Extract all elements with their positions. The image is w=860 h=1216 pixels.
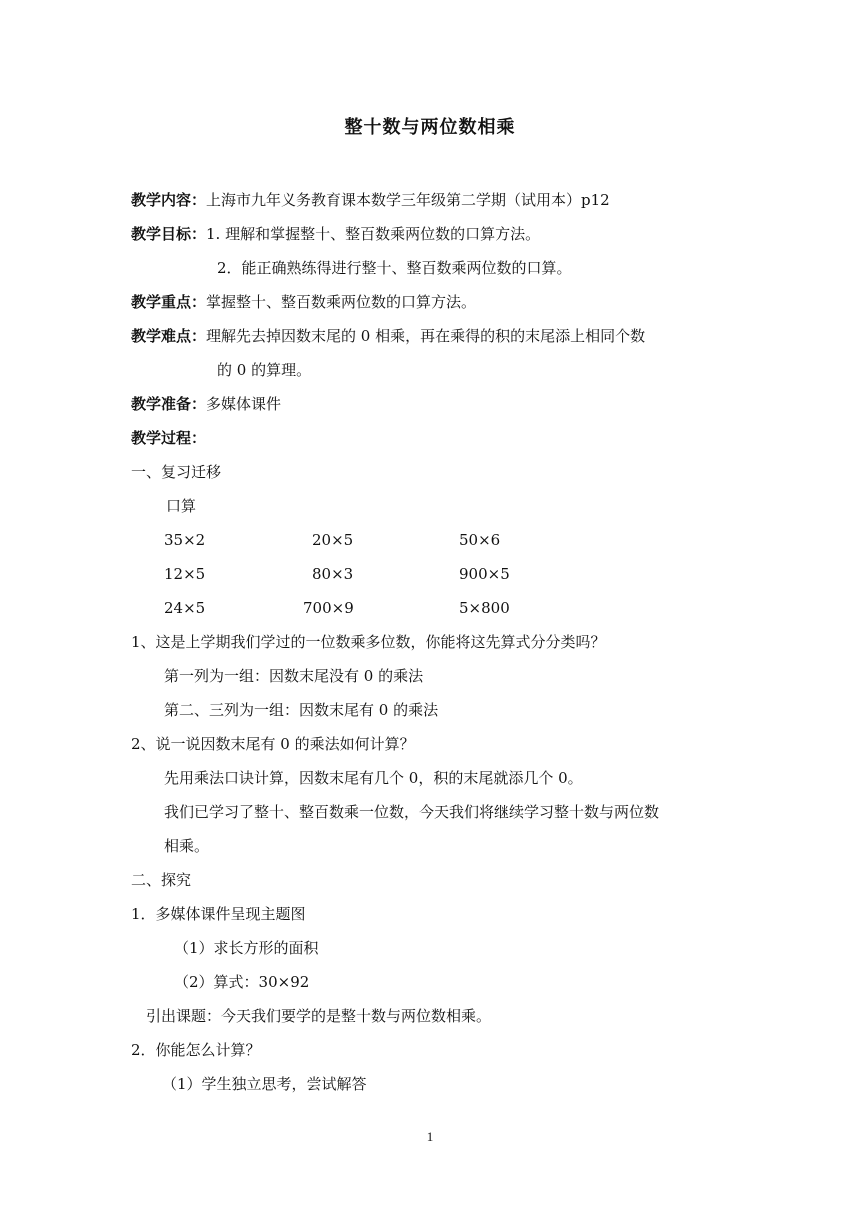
document-title: 整十数与两位数相乘 bbox=[344, 117, 516, 138]
difficulties-text-continued: 的 0 的算理。 bbox=[217, 361, 312, 379]
preparation-label: 教学准备： bbox=[131, 395, 207, 413]
difficulties-label: 教学难点： bbox=[131, 327, 207, 345]
content-line bbox=[131, 189, 610, 211]
key-points-text: 掌握整十、整百数乘两位数的口算方法。 bbox=[206, 293, 477, 311]
page-number: 1 bbox=[426, 1129, 434, 1144]
answer-line: 第二、三列为一组：因数末尾有 0 的乘法 bbox=[164, 701, 439, 719]
oral-calc-heading: 口算 bbox=[166, 497, 197, 515]
section1-heading: 一、复习迁移 bbox=[131, 463, 222, 481]
preparation-line bbox=[131, 393, 281, 415]
content-text: 上海市九年义务教育课本数学三年级第二学期（试用本）p12 bbox=[206, 191, 610, 209]
calc-cell: 900×5 bbox=[459, 565, 510, 583]
answer-line: 第一列为一组：因数末尾没有 0 的乘法 bbox=[164, 667, 424, 685]
goals-label: 教学目标： bbox=[131, 225, 207, 243]
answer-line: 相乘。 bbox=[164, 837, 210, 855]
goals-line bbox=[131, 223, 540, 245]
preparation-text: 多媒体课件 bbox=[206, 395, 282, 413]
explore-item: 2．你能怎么计算？ bbox=[131, 1041, 261, 1059]
calc-cell: 24×5 bbox=[164, 599, 206, 617]
calc-cell: 5×800 bbox=[459, 599, 510, 617]
content-label: 教学内容： bbox=[131, 191, 207, 209]
explore-subitem: （2）算式：30×92 bbox=[174, 973, 310, 991]
calc-cell: 20×5 bbox=[312, 531, 354, 549]
difficulties-line bbox=[131, 325, 645, 347]
goal-item: 2．能正确熟练得进行整十、整百数乘两位数的口算。 bbox=[217, 259, 572, 277]
answer-line: 我们已学习了整十、整百数乘一位数，今天我们将继续学习整十数与两位数 bbox=[164, 803, 660, 821]
answer-line: 先用乘法口诀计算，因数末尾有几个 0，积的末尾就添几个 0。 bbox=[164, 769, 583, 787]
explore-subitem: （1）求长方形的面积 bbox=[174, 939, 319, 957]
difficulties-text: 理解先去掉因数末尾的 0 相乘，再在乘得的积的末尾添上相同个数 bbox=[206, 327, 646, 345]
process-label: 教学过程： bbox=[131, 429, 207, 447]
calc-cell: 35×2 bbox=[164, 531, 206, 549]
calc-cell: 80×3 bbox=[312, 565, 354, 583]
calc-cell: 700×9 bbox=[303, 599, 354, 617]
calc-cell: 12×5 bbox=[164, 565, 206, 583]
explore-item: 1．多媒体课件呈现主题图 bbox=[131, 905, 306, 923]
key-points-label: 教学重点： bbox=[131, 293, 207, 311]
goal-item: 1. 理解和掌握整十、整百数乘两位数的口算方法。 bbox=[206, 225, 541, 243]
explore-subitem: （1）学生独立思考，尝试解答 bbox=[162, 1075, 367, 1093]
calc-cell: 50×6 bbox=[459, 531, 501, 549]
section2-heading: 二、探究 bbox=[131, 871, 192, 889]
question-1: 1、这是上学期我们学过的一位数乘多位数，你能将这先算式分分类吗？ bbox=[131, 633, 606, 651]
key-points-line bbox=[131, 291, 476, 313]
topic-intro: 引出课题：今天我们要学的是整十数与两位数相乘。 bbox=[146, 1007, 492, 1025]
question-2: 2、说一说因数末尾有 0 的乘法如何计算？ bbox=[131, 735, 415, 753]
